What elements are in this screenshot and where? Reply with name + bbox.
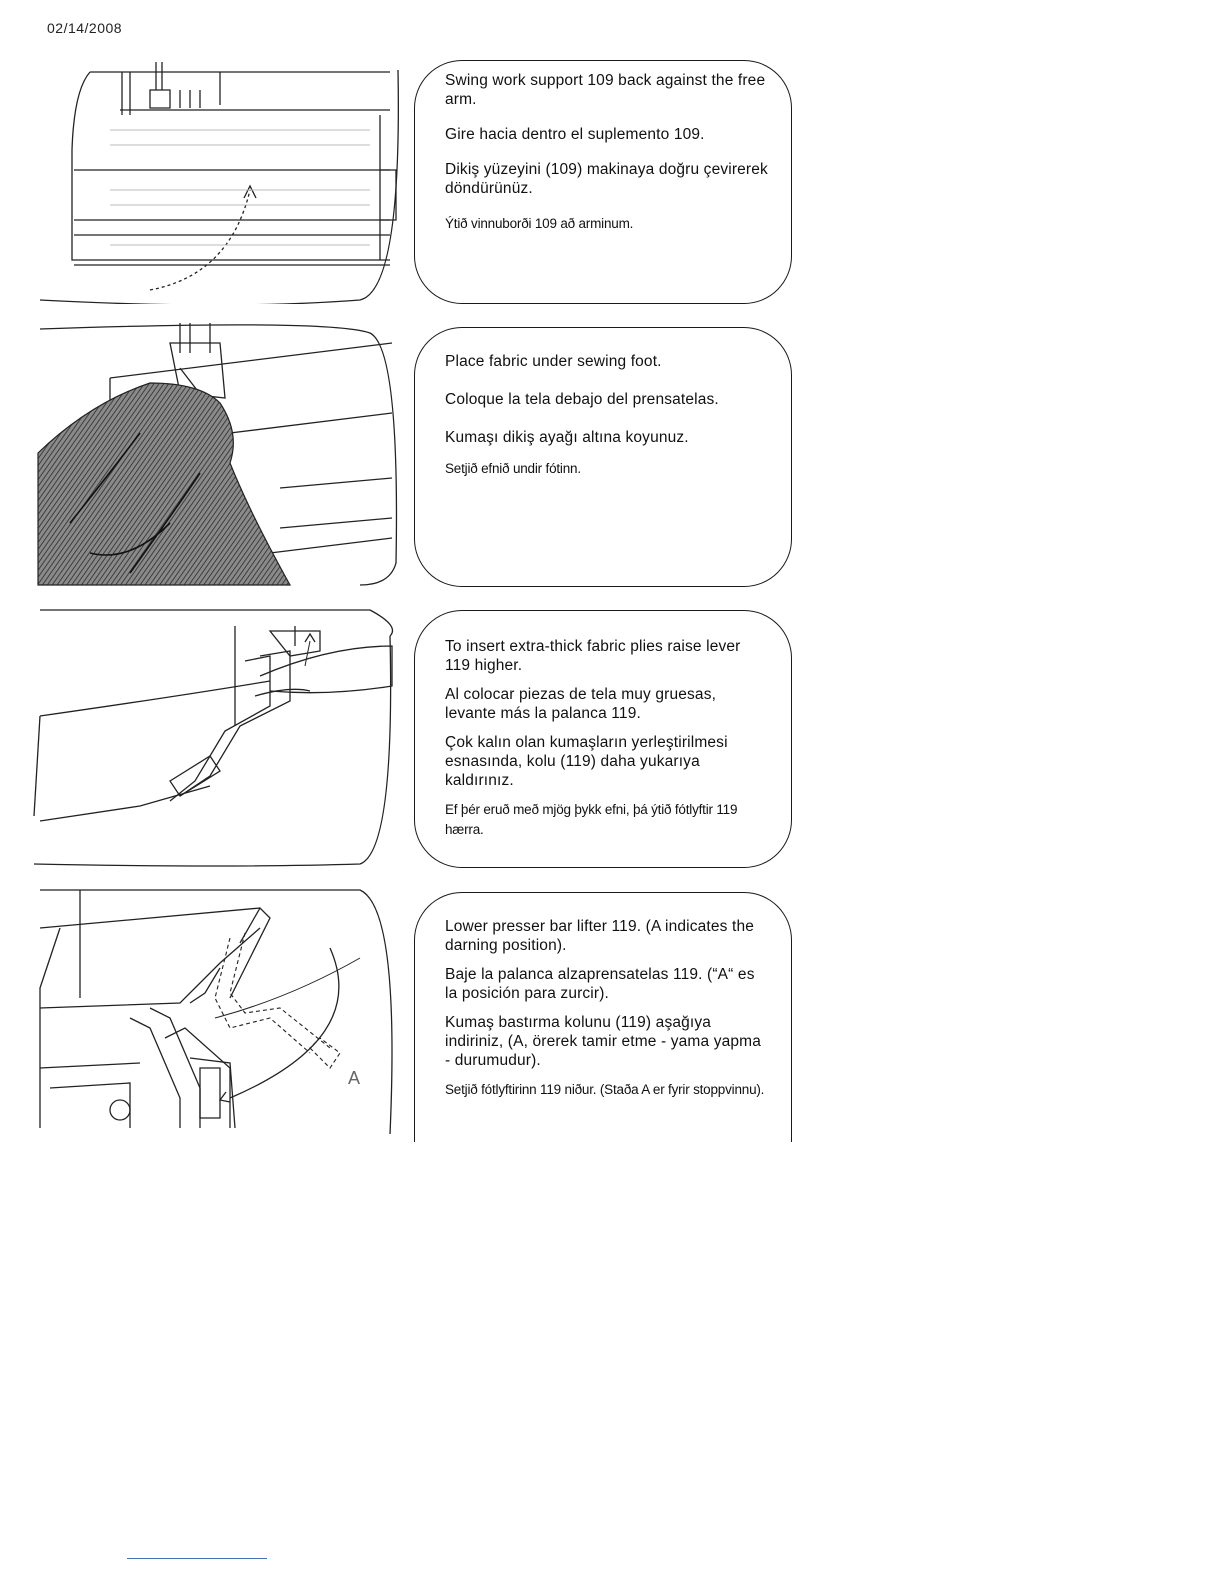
lower-presser-lifter-drawing — [30, 888, 402, 1136]
instruction-text-en: Place fabric under sewing foot. — [445, 353, 662, 370]
illustration-place-fabric — [30, 323, 402, 587]
page-date: 02/14/2008 — [47, 20, 123, 36]
instruction-text-is: Setjið efnið undir fótinn. — [445, 461, 581, 476]
instruction-text-en: To insert extra-thick fabric plies raise lever 119 higher. — [445, 638, 741, 674]
position-a-label: A — [348, 1068, 361, 1088]
fabric-under-foot-drawing — [30, 323, 402, 587]
instruction-text-is: Ef þér eruð með mjög þykk efni, þá ýtið fótlyftir 119 hærra. — [445, 802, 738, 837]
instruction-text-is: Setjið fótlyftirinn 119 niður. (Staða A er fyrir stoppvinnu). — [445, 1082, 765, 1097]
sewing-machine-free-arm-drawing — [30, 60, 402, 304]
instruction-box-1 — [414, 60, 792, 304]
instruction-box-4 — [414, 892, 792, 1142]
instruction-text-en: Lower presser bar lifter 119. (A indicates the darning position). — [445, 918, 755, 954]
instruction-text-es: Gire hacia dentro el suplemento 109. — [445, 126, 705, 143]
instruction-box-3 — [414, 610, 792, 868]
instruction-box-2 — [414, 327, 792, 587]
instruction-text-en: Swing work support 109 back against the free arm. — [445, 72, 766, 108]
instruction-text-es: Baje la palanca alzaprensatelas 119. (“A“ es la posición para zurcir). — [445, 966, 755, 1002]
instruction-text-tr: Dikiş yüzeyini (109) makinaya doğru çevirerek döndürünüz. — [445, 161, 768, 197]
instruction-text-tr: Çok kalın olan kumaşların yerleştirilmesi esnasında, kolu (119) daha yukarıya kaldırınız. — [445, 734, 728, 789]
instruction-text-es: Al colocar piezas de tela muy gruesas, levante más la palanca 119. — [445, 686, 717, 722]
illustration-lower-lifter — [30, 888, 402, 1136]
instruction-text-tr: Kumaş bastırma kolunu (119) aşağıya indiriniz, (A, örerek tamir etme - yama yapma - durumudur). — [445, 1014, 761, 1069]
illustration-raise-lever — [30, 606, 402, 868]
footer-rule — [127, 1558, 267, 1559]
instruction-text-is: Ýtið vinnuborði 109 að arminum. — [445, 216, 634, 231]
raise-lever-drawing — [30, 606, 402, 868]
instruction-text-es: Coloque la tela debajo del prensatelas. — [445, 391, 719, 408]
instruction-text-tr: Kumaşı dikiş ayağı altına koyunuz. — [445, 429, 689, 446]
illustration-free-arm — [30, 60, 402, 304]
